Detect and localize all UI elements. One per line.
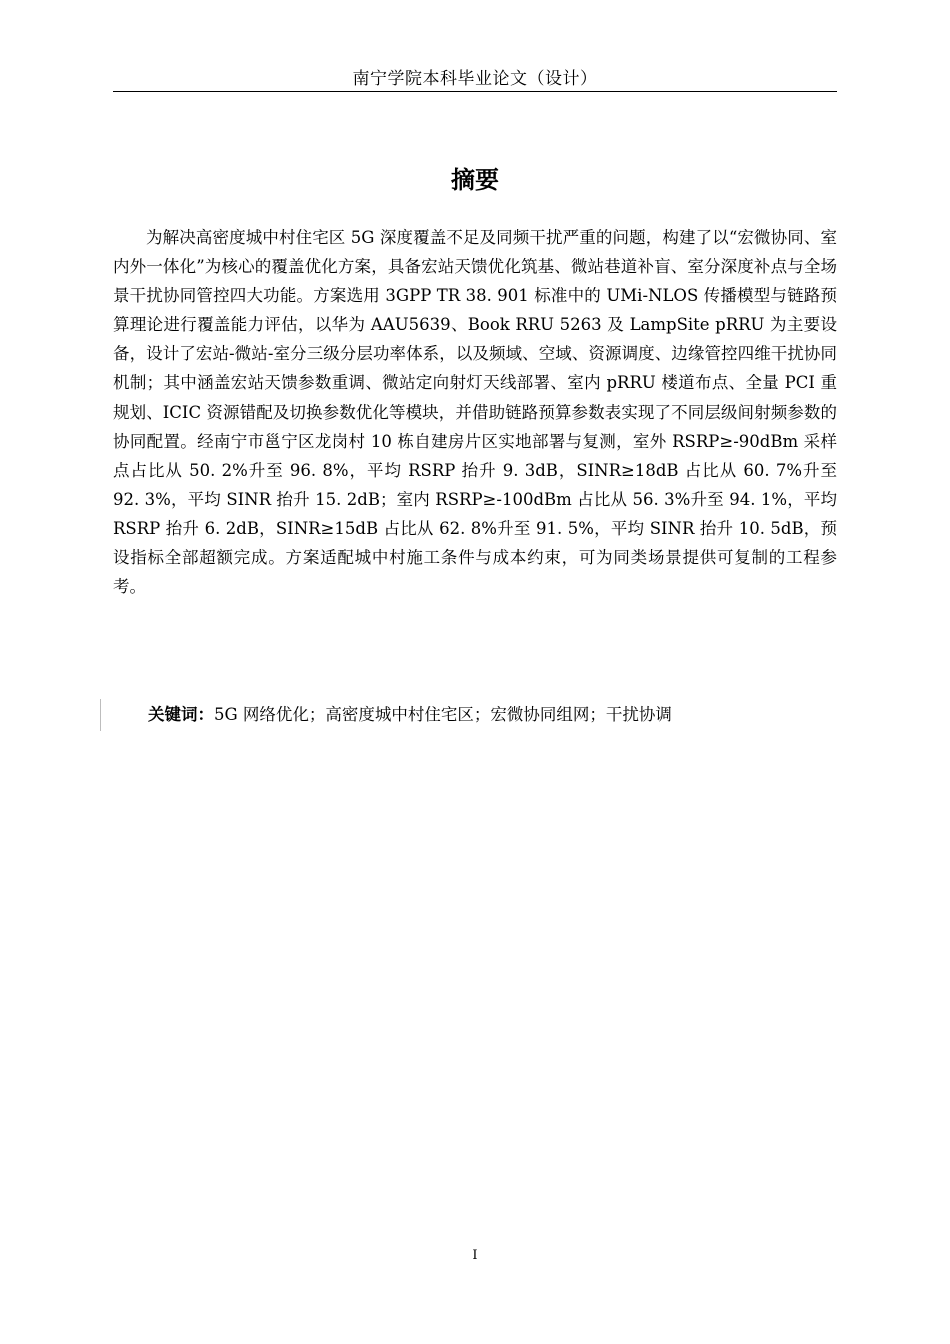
abstract-title: 摘要 — [451, 166, 499, 194]
abstract-body: 为解决高密度城中村住宅区 5G 深度覆盖不足及同频干扰严重的问题，构建了以“宏微协同、室内外一体化”为核心的覆盖优化方案，具备宏站天馈优化筑基、微站巷道补盲、室分深度补点与全场景干扰协同管控四大功能。方案选用 3GPP TR 38. 901 标准中的 UMi-NLOS 传播模型与链路预算理论进行覆盖能力评估，以华为 AAU5639、Book RRU 5263 及 LampSite pRRU 为主要设备，设计了宏站-微站-室分三级分层功率体系，以及频域、空域、资源调度、边缘管控四维干扰协同机制；其中涵盖宏站天馈参数重调、微站定向射灯天线部署、室内 pRRU 楼道布点、全量 PCI 重规划、ICIC 资源错配及切换参数优化等模块，并借助链路预算参数表实现了不同层级间射频参数的协同配置。经南宁市邕宁区龙岗村 10 栋自建房片区实地部署与复测，室外 RSRP≥-90dBm 采样点占比从 50. 2%升至 96. 8%，平均 RSRP 抬升 9. 3dB，SINR≥18dB 占比从 60. 7%升至 92. 3%，平均 SINR 抬升 15. 2dB；室内 RSRP≥-100dBm 占比从 56. 3%升至 94. 1%，平均 RSRP 抬升 6. 2dB，SINR≥15dB 占比从 62. 8%升至 91. 5%，平均 SINR 抬升 10. 5dB，预设指标全部超额完成。方案适配城中村施工条件与成本约束，可为同类场景提供可复制的工程参考。 — [113, 228, 837, 597]
keywords-margin-bar — [100, 699, 101, 731]
keywords-text: 5G 网络优化；高密度城中村住宅区；宏微协同组网；干扰协调 — [214, 705, 672, 724]
header-rule — [113, 91, 837, 92]
keywords-line — [148, 702, 837, 728]
keywords-label: 关键词： — [148, 705, 214, 724]
running-header: 南宁学院本科毕业论文（设计） — [352, 69, 598, 89]
page-number: I — [472, 1248, 478, 1263]
